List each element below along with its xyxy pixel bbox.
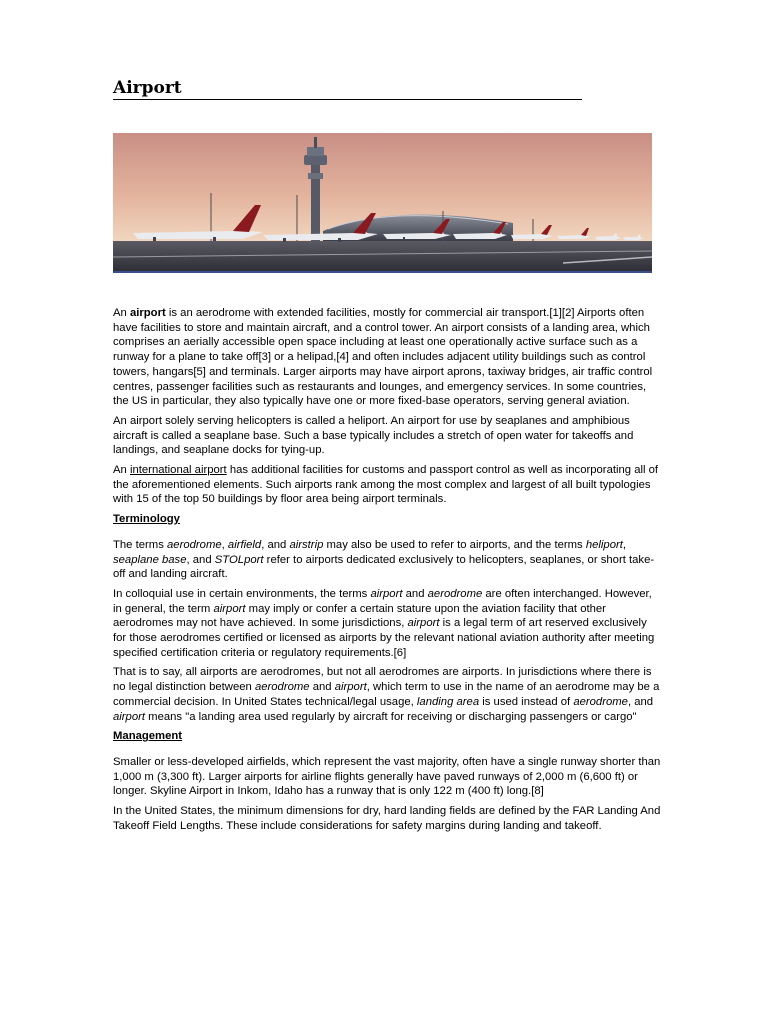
text-span: , and	[627, 695, 654, 708]
text-span: is a legal term of art reserved exclusively for those aerodromes certified or licensed as airports by the relevant national aviation authority after meeting specified certification criteria or regulatory requirements.[6]	[113, 617, 655, 659]
page-title: Airport	[113, 78, 582, 100]
italic-term: landing area	[416, 695, 480, 708]
paragraph-distinction	[113, 665, 661, 724]
italic-term: heliport	[585, 538, 623, 551]
text-span: ,	[221, 538, 228, 551]
text-span: That is to say, all airports are aerodromes, but not all aerodromes are airports. In jurisdictions where there is no legal distinction between	[113, 666, 652, 694]
text-span: has additional facilities for customs and passport control as well as incorporating all of the aforementioned elements. Such airports rank among the most complex and largest of all built typologies with 15 of the top 50 buildings by floor area being airport terminals.	[113, 464, 659, 506]
text-span: means "a landing area used regularly by aircraft for receiving or discharging passengers or cargo"	[145, 710, 637, 723]
italic-term: STOLport	[214, 553, 264, 566]
bold-term-airport: airport	[129, 307, 166, 319]
text-span: , and	[186, 553, 215, 566]
paragraph-international	[113, 463, 661, 507]
text-span: In colloquial use in certain environments, the terms	[113, 587, 371, 600]
text-span: , which term to use in the name of an aerodrome may be a commercial decision. In United States technical/legal usage,	[113, 681, 660, 708]
italic-term: aerodrome	[427, 587, 483, 600]
paragraph-us-dimensions: In the United States, the minimum dimensions for dry, hard landing fields are defined by the FAR Landing And Takeoff Field Lengths. These include considerations for safety margins during landing and takeoff.	[113, 805, 661, 832]
paragraph-runways: Smaller or less-developed airfields, which represent the vast majority, often have a single runway shorter than 1,000 m (3,300 ft). Larger airports for airline flights generally have paved runways of 2,000 m (6,600 ft) or longer. Skyline Airport in Inkom, Idaho has a runway that is only 122 m (400 ft) long.[8]	[113, 755, 661, 798]
link-international-airport[interactable]: international airport	[129, 464, 227, 477]
text-span: The terms	[113, 538, 167, 551]
italic-term: airport	[407, 617, 440, 630]
paragraph-colloquial	[113, 587, 661, 661]
text-span: refer to airports dedicated exclusively to helicopters, seaplanes, or short take-off and landing aircraft.	[113, 553, 655, 581]
text-span: and	[402, 587, 428, 600]
italic-term: aerodrome	[167, 538, 222, 551]
text-span: An	[113, 307, 130, 319]
italic-term: airfield	[227, 538, 262, 551]
text-span: is an aerodrome with extended facilities, mostly for commercial air transport.[1][2] Airports often have facilities to store and maintain aircraft, and a control tower. An airport consists of a landing area, which comprises an aerially accessible open space including at least one operationally active surface such as a runway for a plane to take off[3] or a helipad,[4] and often includes adjacent utility buildings such as control towers, hangars[5] and terminals. Larger airports may have airport aprons, taxiway bridges, air traffic control centres, passenger facilities such as restaurants and lounges, and emergency services. In some countries, the US in particular, they also typically have one or more fixed-base operators, serving general aviation.	[113, 307, 653, 408]
paragraph-heliport: An airport solely serving helicopters is called a heliport. An airport for use by seaplanes and amphibious aircraft is called a seaplane base. Such a base typically includes a stretch of open water for takeoffs and landings, and seaplane docks for tying-up.	[113, 414, 634, 457]
text-span: may also be used to refer to airports, and the terms	[323, 538, 586, 551]
paragraph-intro	[113, 306, 661, 409]
text-span: may imply or confer a certain stature upon the aviation facility that other aerodromes may not have achieved. In some jurisdictions,	[113, 602, 606, 630]
text-span: are often interchanged. However, in general, the term	[113, 587, 652, 615]
italic-term: airport	[113, 710, 146, 723]
heading-management: Management	[113, 730, 183, 743]
article-body	[113, 306, 661, 839]
italic-term: airport	[334, 681, 367, 694]
text-span: An	[113, 464, 130, 477]
italic-term: aerodrome	[573, 695, 628, 708]
text-span: ,	[622, 538, 627, 551]
text-span: and	[309, 681, 335, 694]
paragraph-terms	[113, 538, 661, 582]
italic-term: aerodrome	[254, 681, 310, 694]
airport-photo	[113, 133, 652, 273]
airport-photo-illustration	[113, 133, 652, 271]
text-span: is used instead of	[479, 695, 574, 708]
heading-terminology: Terminology	[113, 513, 180, 526]
italic-term: airstrip	[289, 538, 324, 551]
text-span: , and	[261, 538, 290, 551]
italic-term: airport	[213, 602, 246, 615]
italic-term: seaplane base	[113, 553, 187, 566]
italic-term: airport	[370, 587, 403, 600]
